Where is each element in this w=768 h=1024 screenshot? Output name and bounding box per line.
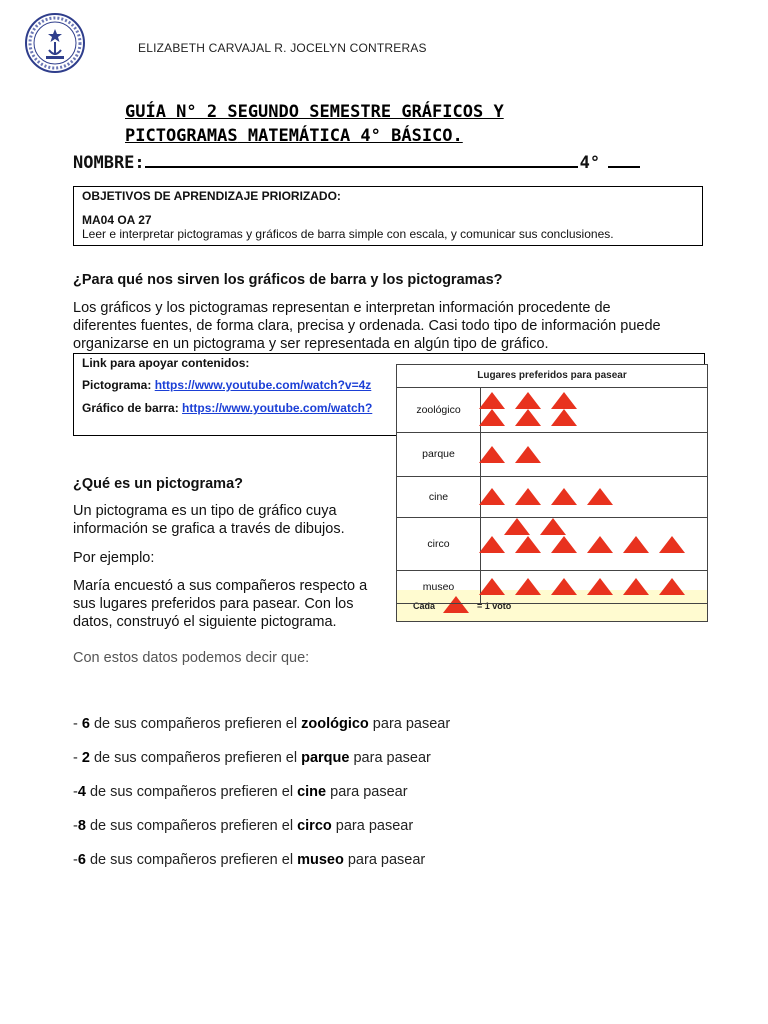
nombre-label: NOMBRE: [73, 153, 145, 173]
links-heading: Link para apoyar contenidos: [82, 356, 250, 370]
conclusion-place: cine [297, 784, 327, 800]
example-body: María encuestó a sus compañeros respecto a sus lugares preferidos para pasear. Con los datos, construyó el siguiente pictograma. [73, 578, 368, 630]
grade-label: 4° [579, 153, 601, 173]
conclusion-mid: de sus compañeros prefieren el [89, 716, 302, 732]
pictogram-symbol-icon [479, 536, 505, 553]
pictogram-title: Lugares preferidos para pasear [397, 365, 707, 388]
title-line-2 [125, 124, 504, 148]
pictogram-label-2: cine [397, 476, 481, 517]
pictogram-label-3: circo [397, 517, 481, 570]
pictogram-symbol-icon [623, 536, 649, 553]
link-barra[interactable]: https://www.youtube.com/watch? [182, 401, 373, 415]
conclusion-item [73, 784, 450, 818]
pictogram-symbol-icon [479, 392, 505, 409]
conclusion-item [73, 818, 450, 852]
pictogram-symbol-icon [659, 578, 685, 595]
link-row-pictograma [82, 378, 386, 392]
question-1: ¿Para qué nos sirven los gráficos de barra y los pictogramas? [73, 272, 503, 288]
objectives-text: Leer e interpretar pictogramas y gráficos de barra simple con escala, y comunicar sus conclusiones. [82, 227, 614, 241]
conclusion-item [73, 750, 450, 784]
pictogram-symbol-icon [515, 488, 541, 505]
title-line-1: GUÍA N° 2 SEGUNDO SEMESTRE GRÁFICOS Y [125, 102, 504, 122]
pictogram-symbol-icon [551, 536, 577, 553]
pictogram-symbol-icon [587, 578, 613, 595]
conclusion-suffix: para pasear [368, 716, 451, 732]
section2-body: Un pictograma es un tipo de gráfico cuya información se grafica a través de dibujos. [73, 503, 345, 537]
conclusion-place: museo [297, 852, 344, 868]
conclusion-suffix: para pasear [343, 852, 426, 868]
pictogram-symbol-icon [659, 536, 685, 553]
title-line-2b: MATEMÁTICA 4° BÁSICO. [237, 126, 463, 146]
conclusion-place: parque [301, 750, 350, 766]
conclusion-place: circo [297, 818, 332, 834]
conclusion-prefix: - [73, 818, 78, 834]
link-label-pictograma: Pictograma: [82, 378, 152, 392]
conclusion-suffix: para pasear [331, 818, 414, 834]
conclusion-suffix: para pasear [349, 750, 431, 766]
objectives-box [73, 186, 703, 246]
conclusion-prefix: - [73, 784, 78, 800]
conclusion-num: 4 [77, 784, 86, 800]
pictogram-symbol-icon [515, 578, 541, 595]
conclusions-intro: Con estos datos podemos decir que: [73, 650, 310, 666]
pictogram-symbol-icon [540, 518, 566, 535]
title-line-2a: PICTOGRAMAS [125, 126, 238, 146]
conclusion-item [73, 852, 450, 886]
page-title [125, 100, 504, 148]
conclusion-num: 6 [77, 852, 86, 868]
pictogram-symbol-icon [479, 488, 505, 505]
conclusion-prefix: - [73, 716, 82, 732]
pictogram-label-0: zoológico [397, 388, 481, 432]
pictogram-symbol-icon [551, 409, 577, 426]
pictogram-symbol-icon [515, 536, 541, 553]
conclusions-list [73, 716, 450, 886]
pictogram-symbol-icon [623, 578, 649, 595]
pictogram-symbol-icon [515, 392, 541, 409]
section1-body: Los gráficos y los pictogramas representan e interpretan información procedente de diferentes fuentes, de forma clara, precisa y ordenada. Casi todo tipo de información puede organizarse en un pictograma y ser representada en algún tipo de gráfico. [73, 300, 661, 352]
name-field-row [73, 151, 640, 175]
pictogram-symbol-icon [551, 392, 577, 409]
pictogram-symbol-icon [515, 446, 541, 463]
pictogram-label-4: museo [397, 570, 481, 603]
legend-prefix: Cada [413, 601, 436, 611]
conclusion-num: 6 [81, 716, 90, 732]
pictogram-symbol-icon [551, 488, 577, 505]
pictogram-symbol-icon [479, 446, 505, 463]
example-label: Por ejemplo: [73, 550, 155, 566]
conclusion-prefix: - [73, 750, 82, 766]
conclusion-mid: de sus compañeros prefieren el [85, 818, 298, 834]
conclusion-item [73, 716, 450, 750]
pictogram-symbol-icon [479, 409, 505, 426]
link-label-barra: Gráfico de barra: [82, 401, 179, 415]
conclusion-mid: de sus compañeros prefieren el [85, 852, 298, 868]
pictogram-row-2 [397, 476, 707, 518]
conclusion-mid: de sus compañeros prefieren el [85, 784, 298, 800]
conclusion-mid: de sus compañeros prefieren el [89, 750, 302, 766]
conclusion-place: zoológico [301, 716, 369, 732]
objectives-code: MA04 OA 27 [82, 213, 152, 227]
school-logo [24, 12, 86, 74]
authors: ELIZABETH CARVAJAL R. JOCELYN CONTRERAS [138, 41, 427, 55]
pictogram-row-3 [397, 517, 707, 571]
pictogram-symbol-icon [587, 488, 613, 505]
conclusion-num: 2 [81, 750, 90, 766]
conclusion-suffix: para pasear [326, 784, 408, 800]
name-blank[interactable] [145, 152, 578, 168]
pictogram [396, 364, 708, 622]
pictogram-row-0 [397, 388, 707, 433]
pictogram-symbol-icon [515, 409, 541, 426]
pictogram-symbol-icon [587, 536, 613, 553]
question-2: ¿Qué es un pictograma? [73, 476, 243, 492]
pictogram-symbol-icon [551, 578, 577, 595]
grade-blank[interactable] [608, 152, 640, 168]
pictogram-row-4 [397, 570, 707, 604]
conclusion-prefix: - [73, 852, 78, 868]
link-row-barra [82, 401, 386, 415]
objectives-heading: OBJETIVOS DE APRENDIZAJE PRIORIZADO: [82, 189, 341, 203]
pictogram-symbol-icon [504, 518, 530, 535]
conclusion-num: 8 [77, 818, 86, 834]
pictogram-symbol-icon [479, 578, 505, 595]
legend-suffix: = 1 voto [477, 601, 512, 611]
pictogram-label-1: parque [397, 432, 481, 476]
link-pictograma[interactable]: https://www.youtube.com/watch?v=4z [154, 378, 372, 392]
pictogram-row-1 [397, 432, 707, 477]
